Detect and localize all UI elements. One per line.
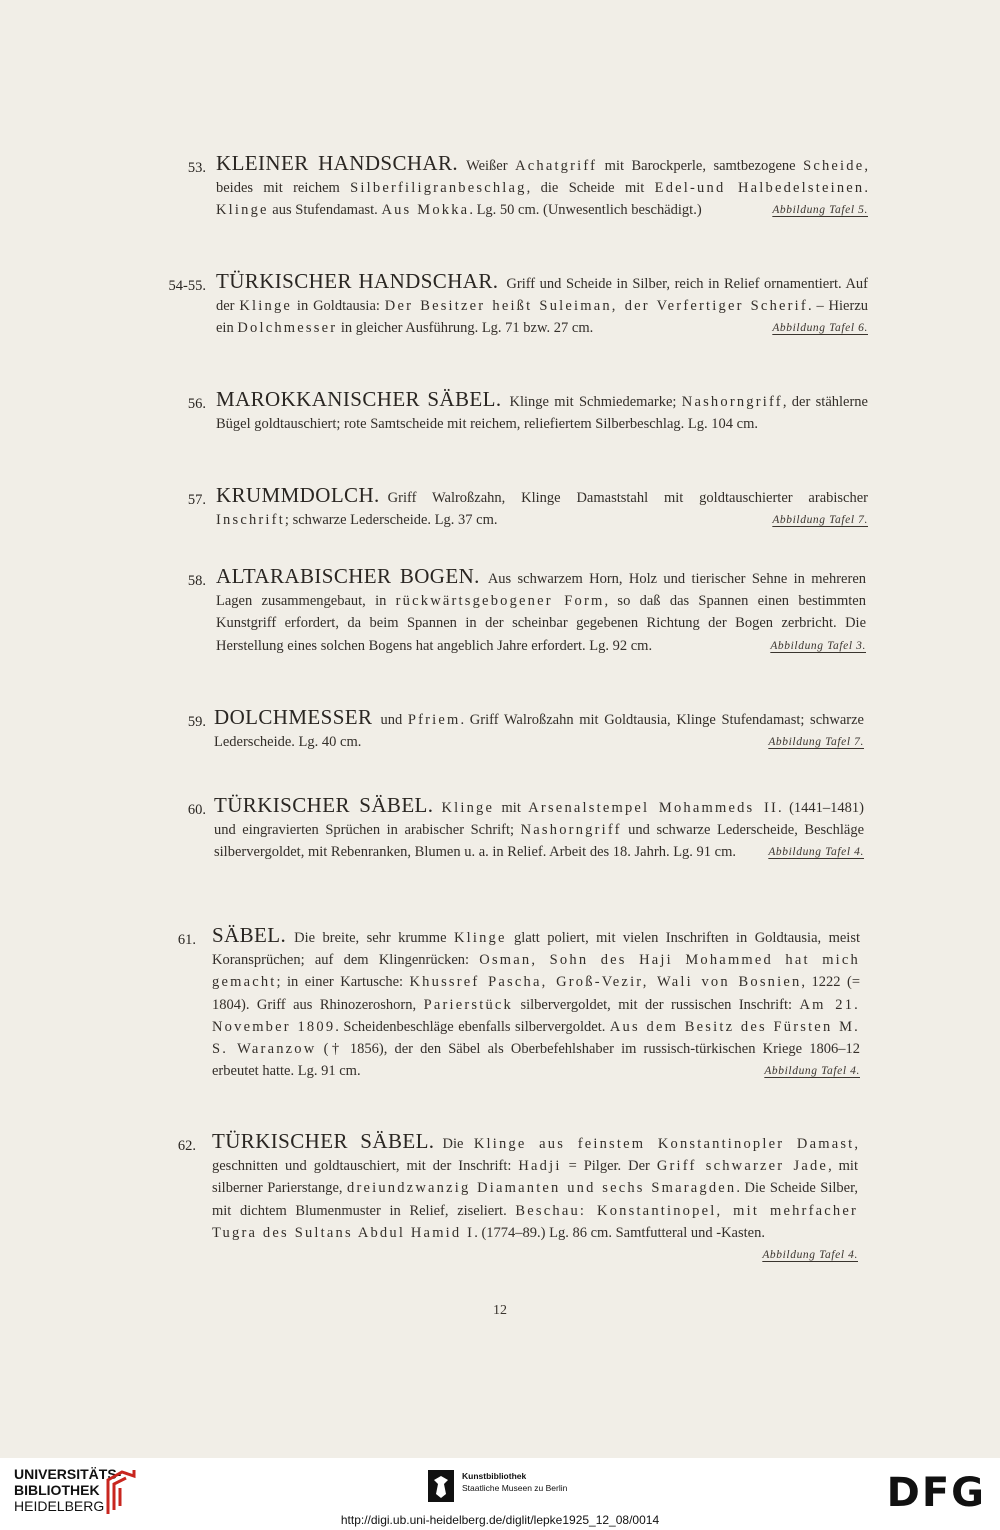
description-text: , geschnitten und goldtauschiert, mit der Inschrift: — [212, 1136, 859, 1175]
description-text: , so daß das Spannen einen bestimmten Kunstgriff erfordert, da beim Spannen in der scheinbar gegebenen Richtung der Bogen zerbricht. Die Herstellung eines solchen Bogens hat angeblich Jahre erfordert. Lg. 92 cm. — [216, 593, 866, 654]
description-text: Griff Walroßzahn, Klinge Damaststahl mit goldtauschierter arabischer — [387, 490, 868, 506]
description-text: und schwarze Lederscheide, Beschläge silbervergoldet, mit Rebenranken, Blumen u. a. in Relief. Arbeit des 18. Jahrh. Lg. 91 cm. — [214, 822, 864, 861]
description-text: . — [864, 180, 869, 197]
description-text: . Lg. 50 cm. (Unwesentlich beschädigt.) — [469, 202, 702, 219]
entry-title: SÄBEL. — [212, 923, 287, 947]
emphasized-text: Klinge — [239, 298, 293, 315]
entry-text — [212, 924, 860, 1082]
emphasized-text: Der Besitzer heißt Suleiman, der Verfertiger Scherif — [384, 298, 808, 315]
emphasized-text: rückwärtsgebogener Form — [395, 593, 605, 610]
emphasized-text: Silberfiligranbeschlag — [350, 180, 527, 197]
entry-number: 62. — [177, 1138, 196, 1154]
library-city: HEIDELBERG — [14, 1498, 105, 1514]
entry-description — [212, 930, 860, 1079]
eagle-icon — [428, 1470, 454, 1502]
entry-title: TÜRKISCHER SÄBEL. — [214, 793, 434, 817]
entry-title: TÜRKISCHER SÄBEL. — [212, 1129, 435, 1153]
emphasized-text: Osman, Sohn des Haji Mohammed hat mich gemacht — [212, 952, 860, 991]
emphasized-text: Edel-und Halbedelsteinen — [654, 180, 865, 197]
emphasized-text: Achatgriff — [515, 158, 598, 174]
entry-number: 61. — [177, 932, 196, 948]
kb-institution: Staatliche Museen zu Berlin — [462, 1483, 568, 1493]
plate-reference: Abbildung Tafel 3. — [770, 639, 866, 652]
emphasized-text: Beschau: Konstantinopel, mit mehrfacher Tugra des Sultans Abdul Hamid I — [212, 1202, 858, 1241]
description-text: Die breite, sehr krumme — [294, 930, 454, 946]
entry-title: KRUMMDOLCH. — [216, 483, 380, 507]
plate-reference: Abbildung Tafel 7. — [772, 514, 868, 527]
entry-text — [216, 484, 868, 531]
library-logo-icon[interactable] — [100, 1466, 138, 1516]
description-text: Weißer — [466, 158, 516, 174]
description-text: . (1774–89.) Lg. 86 cm. Samtfutteral und -Kasten. — [474, 1224, 765, 1241]
entry-text — [212, 1130, 858, 1266]
emphasized-text: Aus dem Besitz des Fürsten M. S. Waranzow — [212, 1018, 860, 1058]
description-text: , die Scheide mit — [526, 180, 655, 197]
description-text: = Pilger. Der — [561, 1158, 657, 1175]
entry-number: 57. — [187, 492, 206, 508]
description-text: in gleicher Ausführung. Lg. 71 bzw. 27 cm. — [337, 320, 594, 337]
entry-number: 53. — [187, 160, 206, 176]
description-text: mit — [494, 800, 529, 816]
entry-title: MAROKKANISCHER SÄBEL. — [216, 387, 502, 411]
emphasized-text: Parierstück — [423, 996, 513, 1013]
description-text: , mit silberner Parierstange, — [212, 1158, 858, 1197]
emphasized-text: Am 21. November 1809 — [212, 996, 860, 1035]
library-name-line1: UNIVERSITÄTS- — [14, 1466, 122, 1482]
kunstbibliothek-label — [462, 1470, 567, 1494]
description-text: . Scheidenbeschläge ebenfalls silbervergoldet. — [335, 1018, 610, 1035]
plate-reference: Abbildung Tafel 4. — [768, 846, 864, 859]
plate-reference: Abbildung Tafel 5. — [772, 204, 868, 217]
entry-text — [214, 706, 864, 753]
description-text: . Die Scheide Silber, mit dichtem Blumenmuster in Relief, ziseliert. — [212, 1180, 858, 1219]
description-text: Griff und Scheide in Silber, reich in Relief ornamentiert. Auf der — [216, 276, 868, 315]
entry-title: TÜRKISCHER HANDSCHAR. — [216, 269, 499, 293]
entry-title: ALTARABISCHER BOGEN. — [216, 564, 480, 588]
description-text: , der stählerne Bügel goldtauschiert; rote Samtscheide mit reichem, reliefiertem Silberbeschlag. Lg. 104 cm. — [216, 394, 868, 433]
emphasized-text: dreiundzwanzig Diamanten und sechs Smaragden — [347, 1180, 737, 1197]
emphasized-text: Dolchmesser — [237, 320, 338, 337]
description-text: glatt poliert, mit vielen Inschriften in Goldtausia, meist Koransprüchen; auf dem Klingenrücken: — [212, 930, 860, 969]
emphasized-text: Inschrift — [216, 512, 285, 529]
entry-text — [216, 270, 868, 340]
description-text: . – Hierzu ein — [216, 298, 869, 337]
description-text: . Griff Walroßzahn mit Goldtausia, Klinge Stufendamast; schwarze Lederscheide. Lg. 40 cm. — [214, 712, 864, 751]
permalink-url[interactable]: http://digi.ub.uni-heidelberg.de/diglit/lepke1925_12_08/0014 — [340, 1513, 660, 1527]
description-text: Aus schwarzem Horn, Holz und tierischer Sehne in mehreren Lagen zusammengebaut, in — [216, 571, 867, 610]
emphasized-text: Khussref Pascha, Groß-Vezir, Wali von Bosnien — [409, 974, 802, 991]
description-text: silbervergoldet, mit der russischen Inschrift: — [513, 996, 800, 1013]
description-text: in Goldtausia: — [292, 298, 385, 315]
entry-number: 60. — [187, 802, 206, 818]
emphasized-text: Scheide — [803, 158, 865, 174]
emphasized-text: Klinge — [453, 930, 507, 946]
dfg-logo[interactable] — [887, 1470, 986, 1516]
description-text: , 1222 (= 1804). Griff aus Rhinozeroshorn, — [212, 974, 860, 1013]
plate-reference: Abbildung Tafel 6. — [772, 322, 868, 335]
entry-title: DOLCHMESSER — [214, 705, 373, 729]
dfg-logo-text: DFG — [886, 1470, 986, 1516]
description-text: aus Stufendamast. — [268, 202, 382, 219]
entry-number: 56. — [187, 396, 206, 412]
emphasized-text: Aus Mokka — [381, 202, 470, 219]
entry-number: 58. — [187, 573, 206, 589]
entry-text — [216, 565, 866, 657]
plate-reference: Abbildung Tafel 7. — [768, 736, 864, 749]
emphasized-text: Griff schwarzer Jade — [656, 1158, 829, 1175]
page-number: 12 — [493, 1303, 507, 1318]
entry-text — [214, 794, 864, 864]
emphasized-text: Klinge — [441, 800, 495, 816]
emphasized-text: Nashorngriff — [520, 822, 622, 839]
description-text: ; schwarze Lederscheide. Lg. 37 cm. — [284, 512, 498, 529]
entry-text — [216, 388, 868, 435]
emphasized-text: Klinge aus feinstem Konstantinopler Damast — [473, 1136, 855, 1152]
description-text: Klinge mit Schmiedemarke; — [509, 394, 682, 410]
emphasized-text: Klinge — [216, 202, 269, 219]
library-name-line2: BIBLIOTHEK — [14, 1482, 100, 1498]
entry-text — [216, 152, 868, 222]
emphasized-text: Hadji — [518, 1158, 562, 1175]
entry-number: 54-55. — [168, 278, 206, 294]
description-text: († 1856), der den Säbel als Oberbefehlshaber im russisch-türkischen Kriege 1806–12 erbeutet hatte. Lg. 91 cm. — [212, 1041, 860, 1080]
digitization-footer — [0, 1458, 1000, 1530]
description-text: . (1441–1481) und eingravierten Sprüchen in arabischer Schrift; — [214, 800, 864, 839]
description-text: Die — [442, 1136, 474, 1152]
entry-title: KLEINER HANDSCHAR. — [216, 151, 459, 175]
emphasized-text: Arsenalstempel Mohammeds II — [528, 800, 779, 816]
emphasized-text: Pfriem — [407, 712, 461, 728]
description-text: und — [380, 712, 408, 728]
plate-reference: Abbildung Tafel 4. — [762, 1249, 858, 1262]
entry-number: 59. — [187, 714, 206, 730]
kb-name: Kunstbibliothek — [462, 1471, 527, 1481]
emphasized-text: Nashorngriff — [681, 394, 783, 410]
description-text: ; in einer Kartusche: — [276, 974, 410, 991]
description-text: , beides mit reichem — [216, 158, 868, 197]
plate-reference: Abbildung Tafel 4. — [764, 1065, 860, 1078]
description-text: mit Barockperle, samtbezogene — [597, 158, 804, 174]
